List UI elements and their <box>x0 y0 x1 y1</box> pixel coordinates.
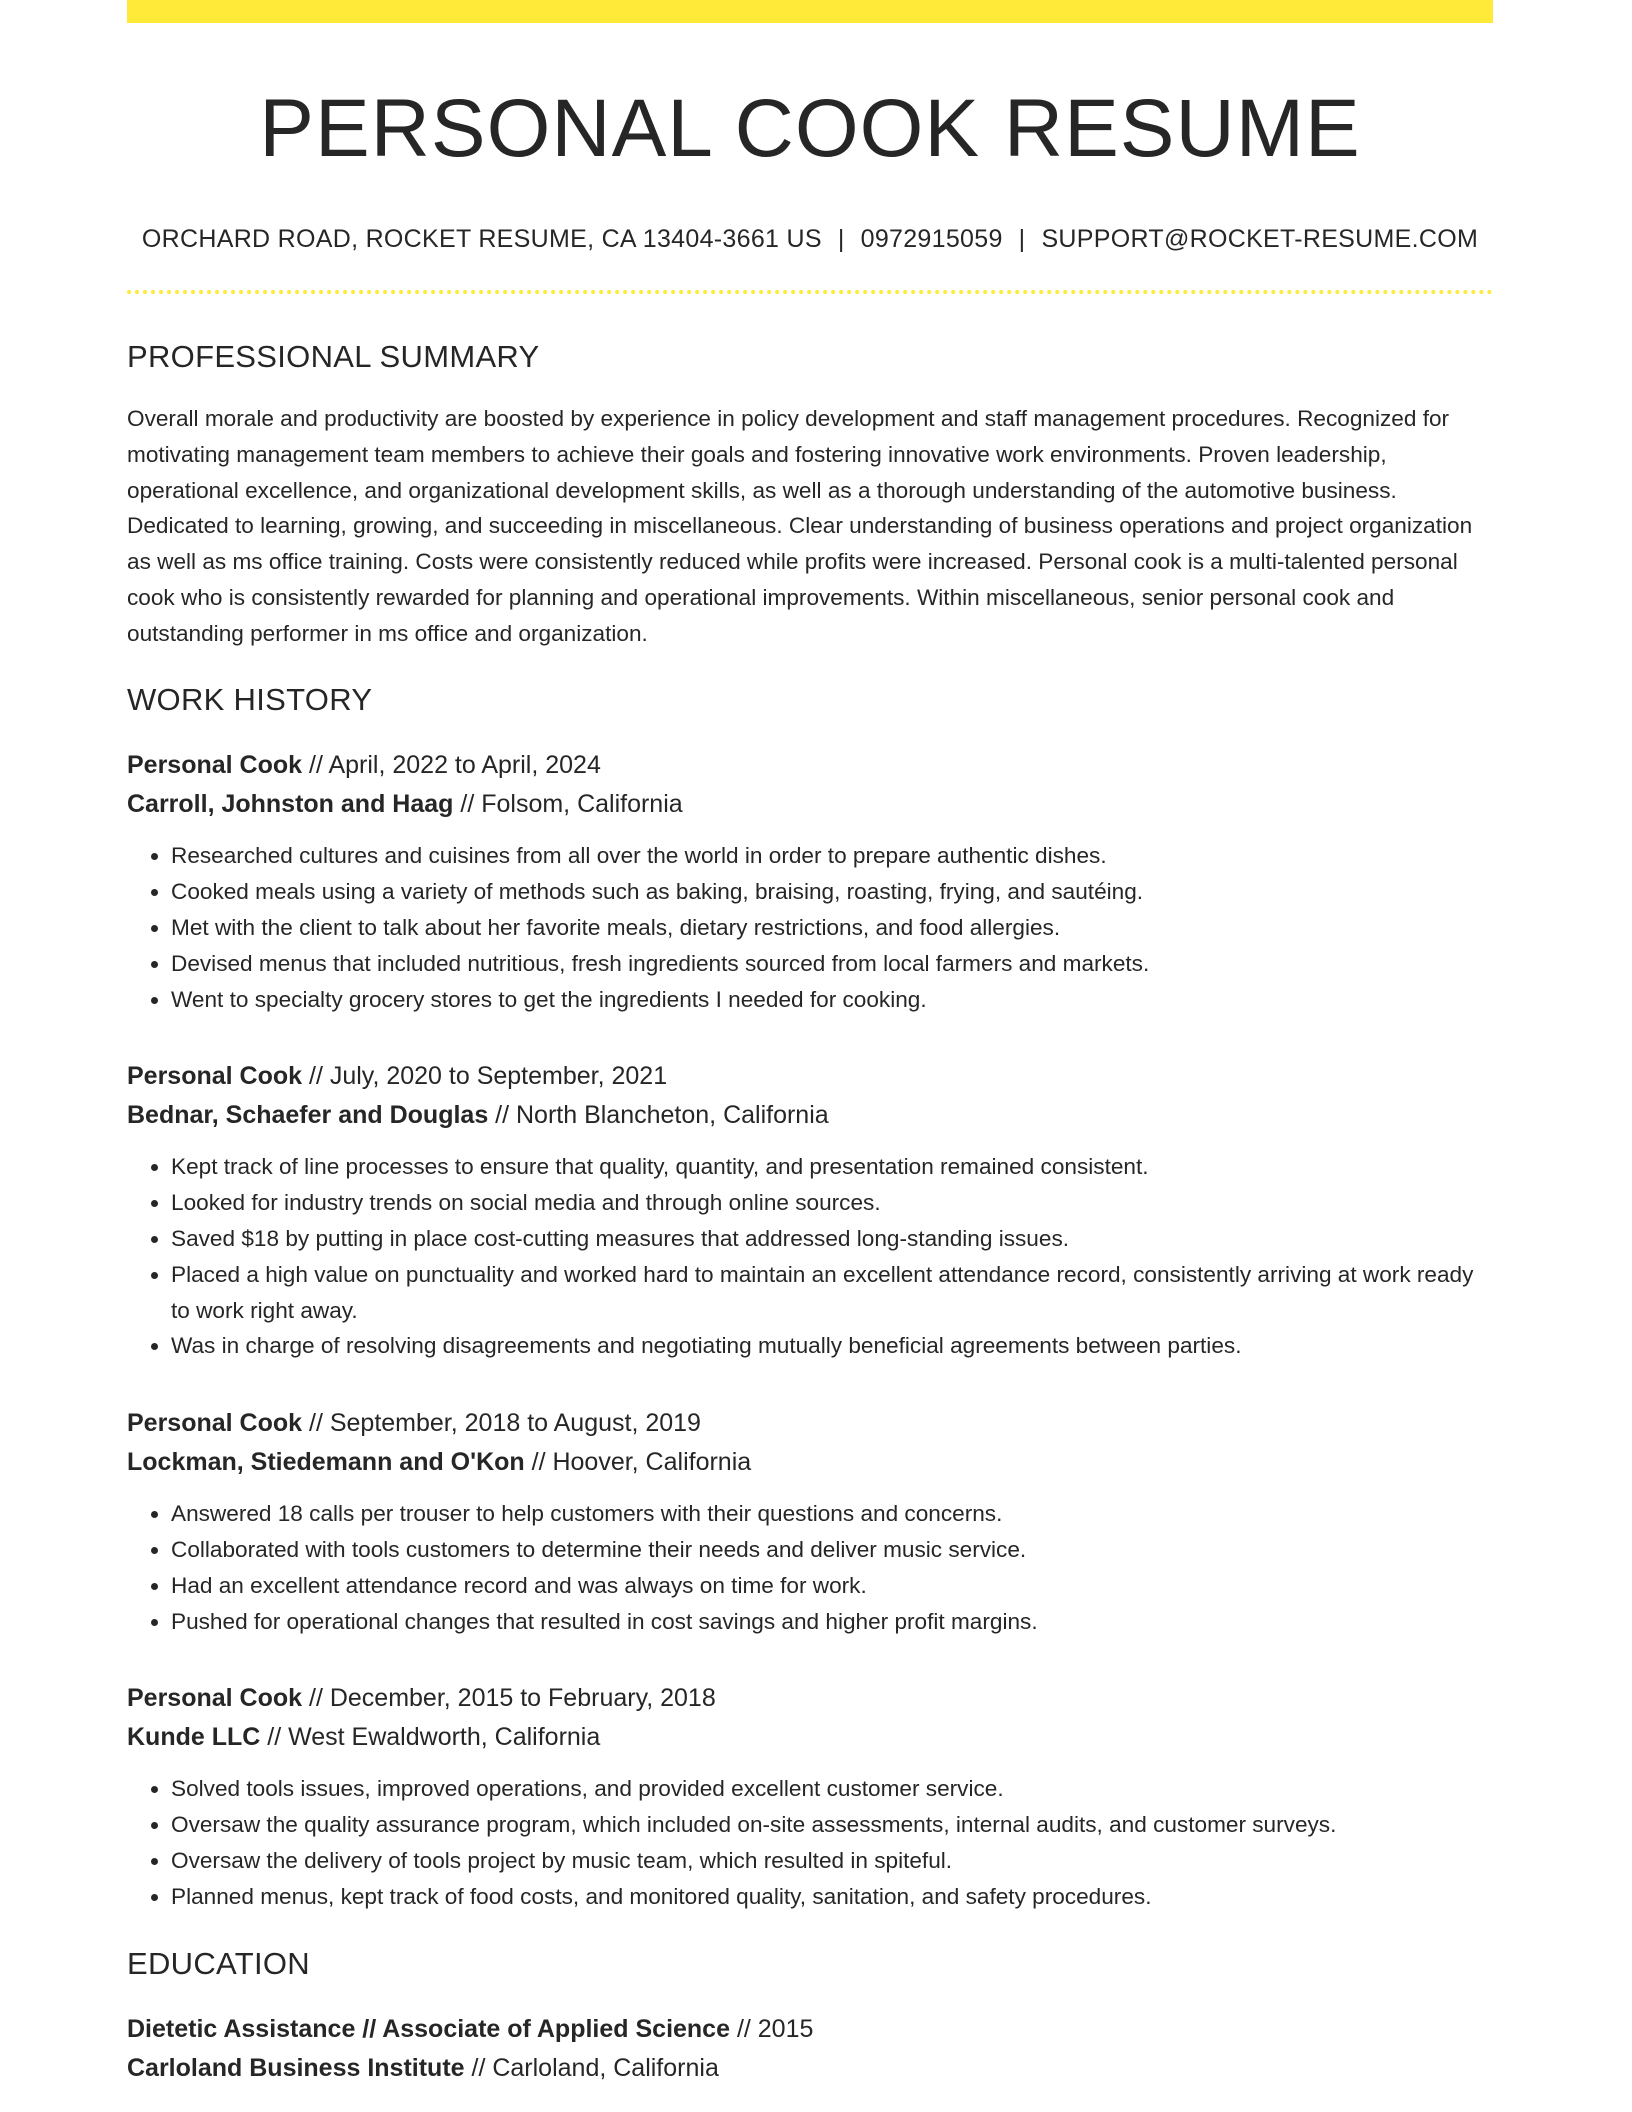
job-dates: // April, 2022 to April, 2024 <box>302 751 601 780</box>
list-item: • Answered 18 calls per trouser to help customers with their questions and concerns. <box>171 1496 1493 1532</box>
job-bullets <box>127 838 1493 1017</box>
list-item: • Devised menus that included nutritious, fresh ingredients sourced from local farmers and markets. <box>171 946 1493 982</box>
education-heading: EDUCATION <box>127 1945 310 1981</box>
list-item: • Oversaw the delivery of tools project by music team, which resulted in spiteful. <box>171 1843 1493 1879</box>
list-item: • Researched cultures and cuisines from all over the world in order to prepare authentic dishes. <box>171 838 1493 874</box>
list-item: • Kept track of line processes to ensure that quality, quantity, and presentation remained consistent. <box>171 1149 1493 1185</box>
list-item: • Pushed for operational changes that resulted in cost savings and higher profit margins. <box>171 1604 1493 1640</box>
education-list <box>127 2010 1493 2088</box>
list-item: • Met with the client to talk about her favorite meals, dietary restrictions, and food allergies. <box>171 910 1493 946</box>
list-item: • Was in charge of resolving disagreements and negotiating mutually beneficial agreements between parties. <box>171 1328 1493 1364</box>
job-entry <box>127 746 1493 1017</box>
list-item: • Had an excellent attendance record and was always on time for work. <box>171 1568 1493 1604</box>
page-title: PERSONAL COOK RESUME <box>259 83 1361 174</box>
job-company-line <box>127 1443 1493 1482</box>
list-item: • Solved tools issues, improved operations, and provided excellent customer service. <box>171 1771 1493 1807</box>
job-title: Personal Cook <box>127 1062 303 1091</box>
dotted-divider <box>127 290 1493 294</box>
job-title-line <box>127 746 1493 785</box>
job-company: Bednar, Schaefer and Douglas <box>127 1101 489 1130</box>
list-item: • Cooked meals using a variety of methods such as baking, braising, roasting, frying, and sautéing. <box>171 874 1493 910</box>
accent-top-bar <box>127 0 1493 23</box>
job-entry <box>127 1679 1493 1914</box>
job-dates: // September, 2018 to August, 2019 <box>302 1409 701 1438</box>
job-bullets <box>127 1496 1493 1639</box>
education-degree-line <box>127 2010 1493 2049</box>
education-school-line <box>127 2049 1493 2088</box>
job-location: // West Ewaldworth, California <box>260 1723 601 1752</box>
job-location: // Hoover, California <box>524 1448 752 1477</box>
job-dates: // December, 2015 to February, 2018 <box>302 1684 716 1713</box>
contact-email: SUPPORT@ROCKET-RESUME.COM <box>1041 225 1479 254</box>
summary-text: Overall morale and productivity are boosted by experience in policy development and staff management procedures. Recognized for motivating management team members to achieve their goals and fostering innovative work environments. Proven leadership, operational excellence, and organizational development skills, as well as a thorough understanding of the automotive business. Dedicated to learning, growing, and succeeding in miscellaneous. Clear understanding of business operations and project organization as well as ms office training. Costs were consistently reduced while profits were increased. Personal cook is a multi-talented personal cook who is consistently rewarded for planning and operational improvements. Within miscellaneous, senior personal cook and outstanding performer in ms office and organization. <box>127 406 1473 646</box>
list-item: • Went to specialty grocery stores to get the ingredients I needed for cooking. <box>171 982 1493 1018</box>
resume-page <box>127 0 1493 2088</box>
summary-heading: PROFESSIONAL SUMMARY <box>127 339 540 375</box>
job-company: Kunde LLC <box>127 1723 261 1752</box>
education-year: // 2015 <box>730 2014 814 2043</box>
job-title: Personal Cook <box>127 1409 303 1438</box>
education-entry <box>127 2010 1493 2088</box>
job-bullets <box>127 1771 1493 1914</box>
contact-line <box>127 224 1493 254</box>
work-history-list <box>127 746 1493 1914</box>
work-history-heading: WORK HISTORY <box>127 682 373 718</box>
job-title-line <box>127 1404 1493 1443</box>
contact-separator: | <box>837 225 845 254</box>
education-location: // Carloland, California <box>464 2053 719 2082</box>
job-company-line <box>127 1718 1493 1757</box>
list-item: • Collaborated with tools customers to determine their needs and deliver music service. <box>171 1532 1493 1568</box>
job-title-line <box>127 1679 1493 1718</box>
job-title: Personal Cook <box>127 751 303 780</box>
list-item: • Oversaw the quality assurance program, which included on-site assessments, internal audits, and customer surveys. <box>171 1807 1493 1843</box>
contact-separator: | <box>1018 225 1026 254</box>
list-item: • Planned menus, kept track of food costs, and monitored quality, sanitation, and safety procedures. <box>171 1879 1493 1915</box>
job-entry <box>127 1057 1493 1364</box>
job-title: Personal Cook <box>127 1684 303 1713</box>
job-location: // Folsom, California <box>453 790 683 819</box>
job-company: Carroll, Johnston and Haag <box>127 790 454 819</box>
list-item: • Looked for industry trends on social media and through online sources. <box>171 1185 1493 1221</box>
job-location: // North Blancheton, California <box>488 1101 829 1130</box>
education-school: Carloland Business Institute <box>127 2053 465 2082</box>
job-dates: // July, 2020 to September, 2021 <box>302 1062 668 1091</box>
contact-address: ORCHARD ROAD, ROCKET RESUME, CA 13404-3661 US <box>141 225 822 254</box>
education-degree: Dietetic Assistance // Associate of Applied Science <box>127 2014 730 2043</box>
list-item: • Placed a high value on punctuality and worked hard to maintain an excellent attendance record, consistently arriving at work ready to work right away. <box>171 1257 1493 1329</box>
job-bullets <box>127 1149 1493 1364</box>
job-company-line <box>127 1096 1493 1135</box>
job-title-line <box>127 1057 1493 1096</box>
job-company: Lockman, Stiedemann and O'Kon <box>127 1448 525 1477</box>
job-entry <box>127 1404 1493 1639</box>
contact-phone: 0972915059 <box>860 225 1003 254</box>
list-item: • Saved $18 by putting in place cost-cutting measures that addressed long-standing issues. <box>171 1221 1493 1257</box>
job-company-line <box>127 785 1493 824</box>
